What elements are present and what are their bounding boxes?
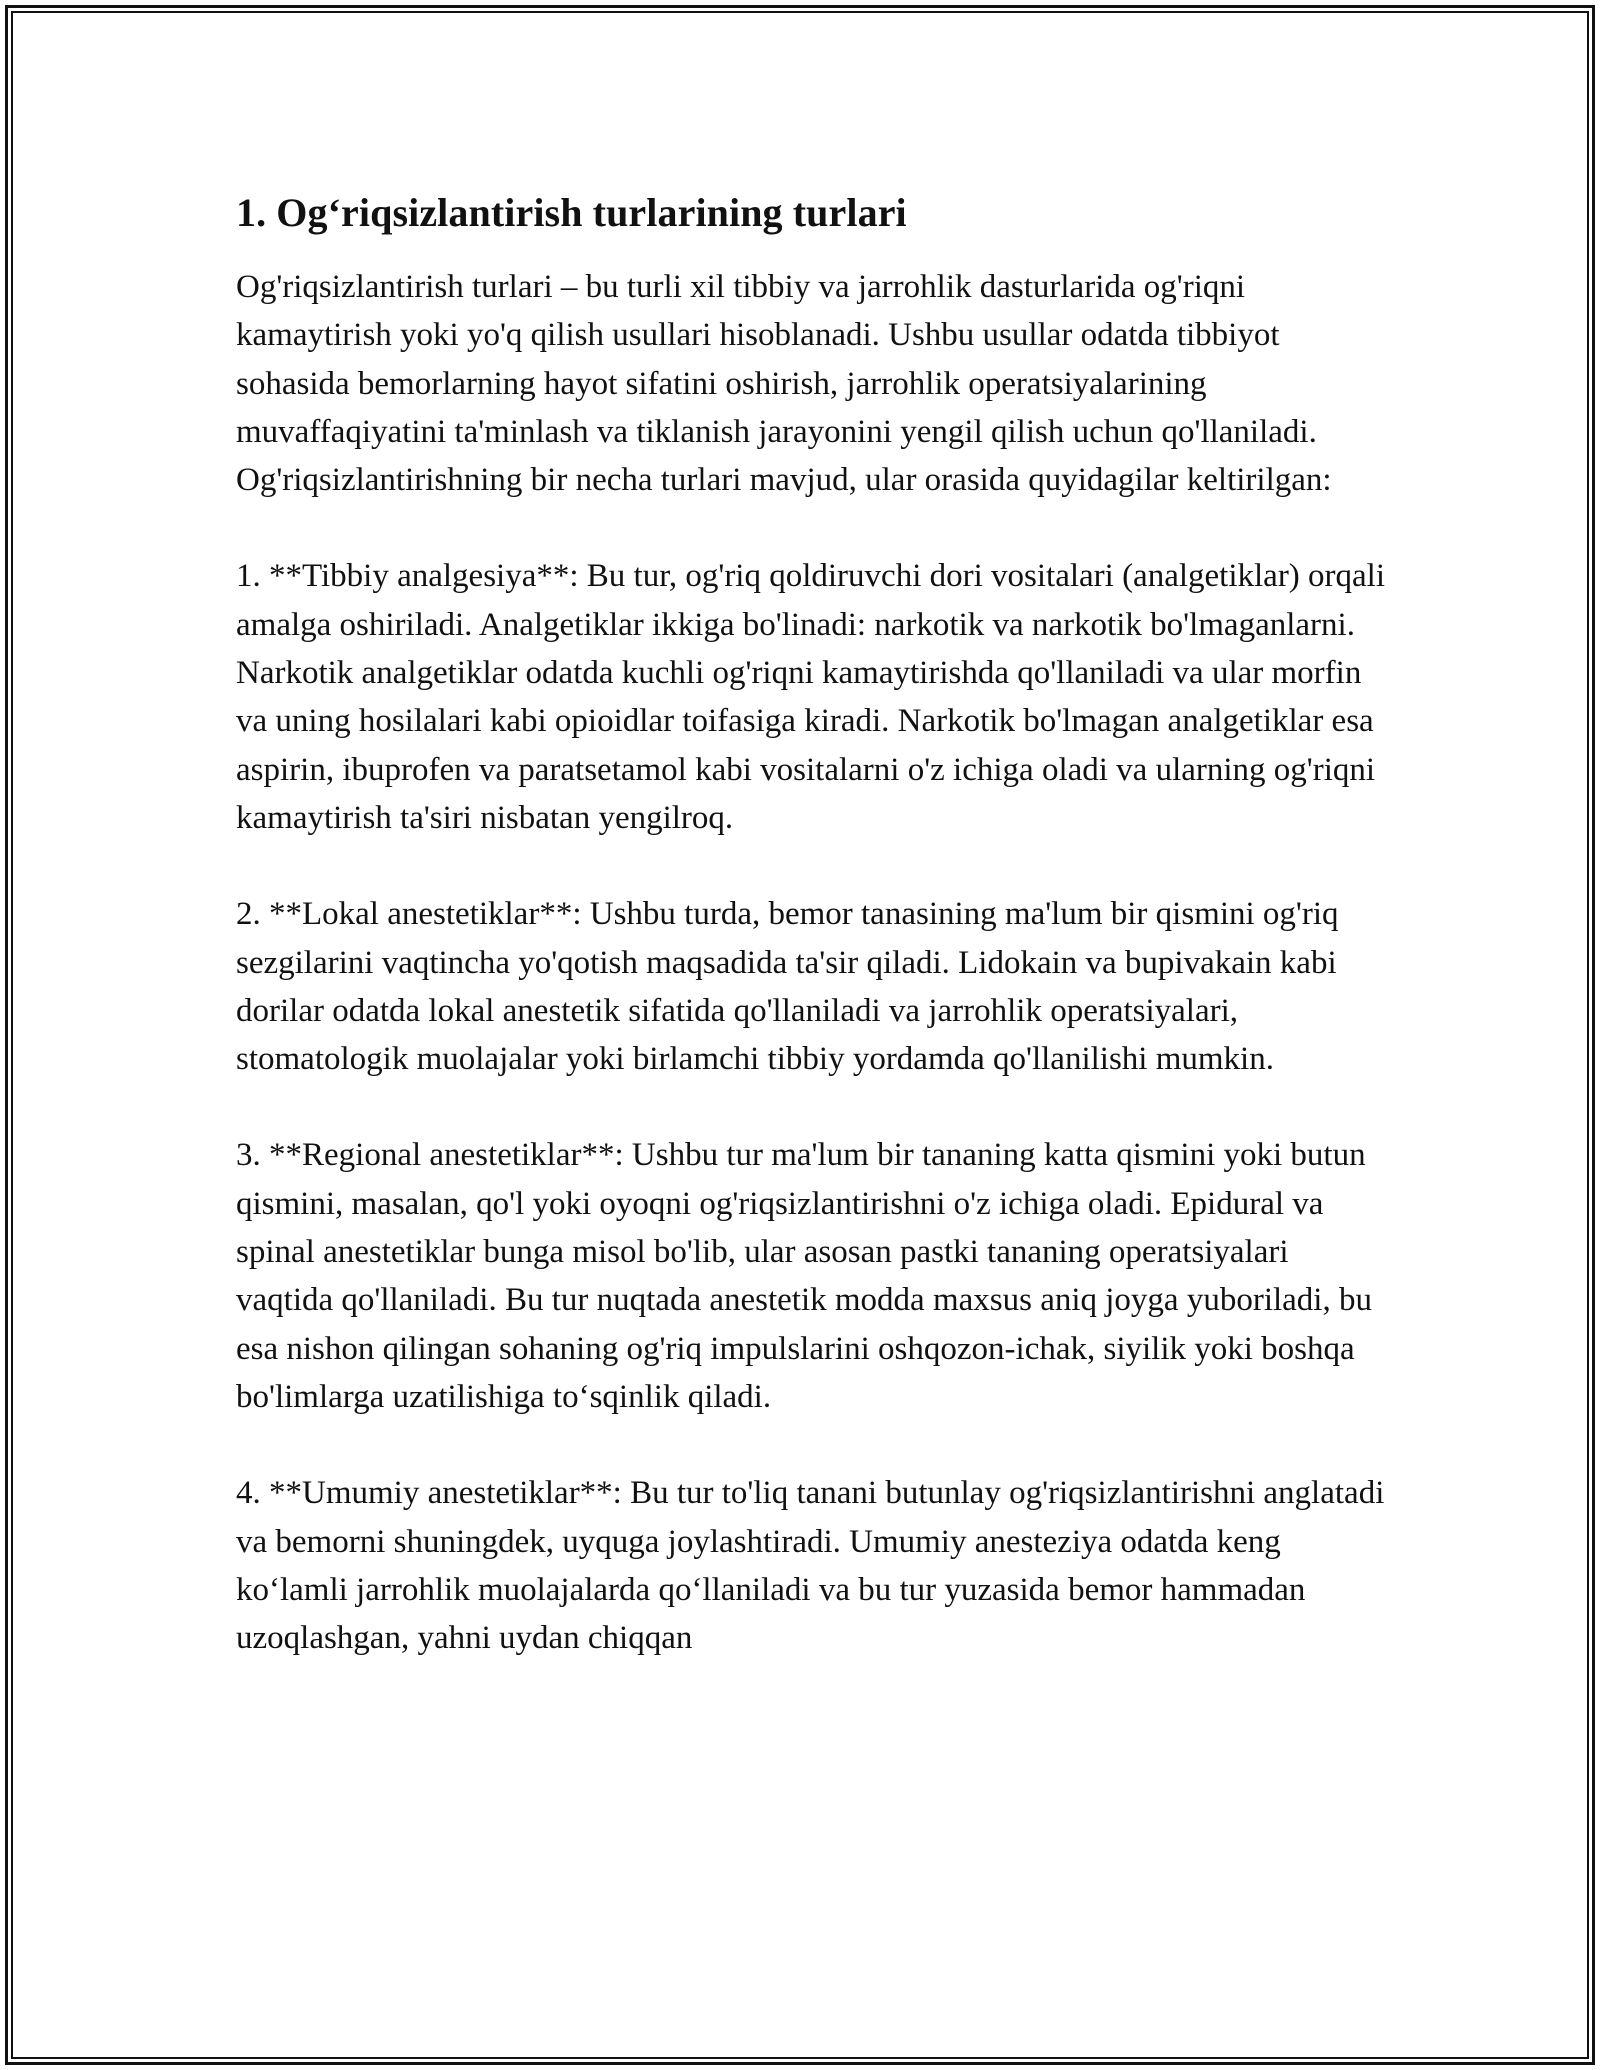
section-heading: 1. Og‘riqsizlantirish turlarining turlari <box>236 190 907 235</box>
list-item-general-anesthetics: 4. **Umumiy anestetiklar**: Bu tur to'liq tanani butunlay og'riqsizlantirishni anglatadi va bemorni shuningdek, uyquga joylashtiradi. Umumiy anesteziya odatda keng ko‘lamli jarrohlik muolajalarda qo‘llaniladi va bu tur yuzasida bemor hammadan uzoqlashgan, yahni uydan chiqqan <box>236 1475 1385 1657</box>
list-item-local-anesthetics: 2. **Lokal anestetiklar**: Ushbu turda, bemor tanasining ma'lum bir qismini og'riq sezgilarini vaqtincha yo'qotish maqsadida ta'sir qiladi. Lidokain va bupivakain kabi dorilar odatda lokal anestetik sifatida qo'llaniladi va jarrohlik operatsiyalari, stomatologik muolajalar yoki birlamchi tibbiy yordamda qo'llanilishi mumkin. <box>236 896 1339 1078</box>
document-page <box>236 185 1386 1710</box>
intro-paragraph: Og'riqsizlantirish turlari – bu turli xil tibbiy va jarrohlik dasturlarida og'riqni kamaytirish yoki yo'q qilish usullari hisoblanadi. Ushbu usullar odatda tibbiyot sohasida bemorlarning hayot sifatini oshirish, jarrohlik operatsiyalarining muvaffaqiyatini ta'minlash va tiklanish jarayonini yengil qilish uchun qo'llaniladi. Og'riqsizlantirishning bir necha turlari mavjud, ular orasida quyidagilar keltirilgan: <box>236 269 1332 499</box>
list-item-medical-analgesia: 1. **Tibbiy analgesiya**: Bu tur, og'riq qoldiruvchi dori vositalari (analgetiklar) orqali amalga oshiriladi. Analgetiklar ikkiga bo'linadi: narkotik va narkotik bo'lmaganlarni. Narkotik analgetiklar odatda kuchli og'riqni kamaytirishda qo'llaniladi va ular morfin va uning hosilalari kabi opioidlar toifasiga kiradi. Narkotik bo'lmagan analgetiklar esa aspirin, ibuprofen va paratsetamol kabi vositalarni o'z ichiga oladi va ularning og'riqni kamaytirish ta'siri nisbatan yengilroq. <box>236 558 1386 836</box>
list-item-regional-anesthetics: 3. **Regional anestetiklar**: Ushbu tur ma'lum bir tananing katta qismini yoki butun qismini, masalan, qo'l yoki oyoqni og'riqsizlantirishni o'z ichiga oladi. Epidural va spinal anestetiklar bunga misol bo'lib, ular asosan pastki tananing operatsiyalari vaqtida qo'llaniladi. Bu tur nuqtada anestetik modda maxsus aniq joyga yuboriladi, bu esa nishon qilingan sohaning og'riq impulslarini oshqozon-ichak, siyilik yoki boshqa bo'limlarga uzatilishiga to‘sqinlik qiladi. <box>236 1137 1372 1415</box>
